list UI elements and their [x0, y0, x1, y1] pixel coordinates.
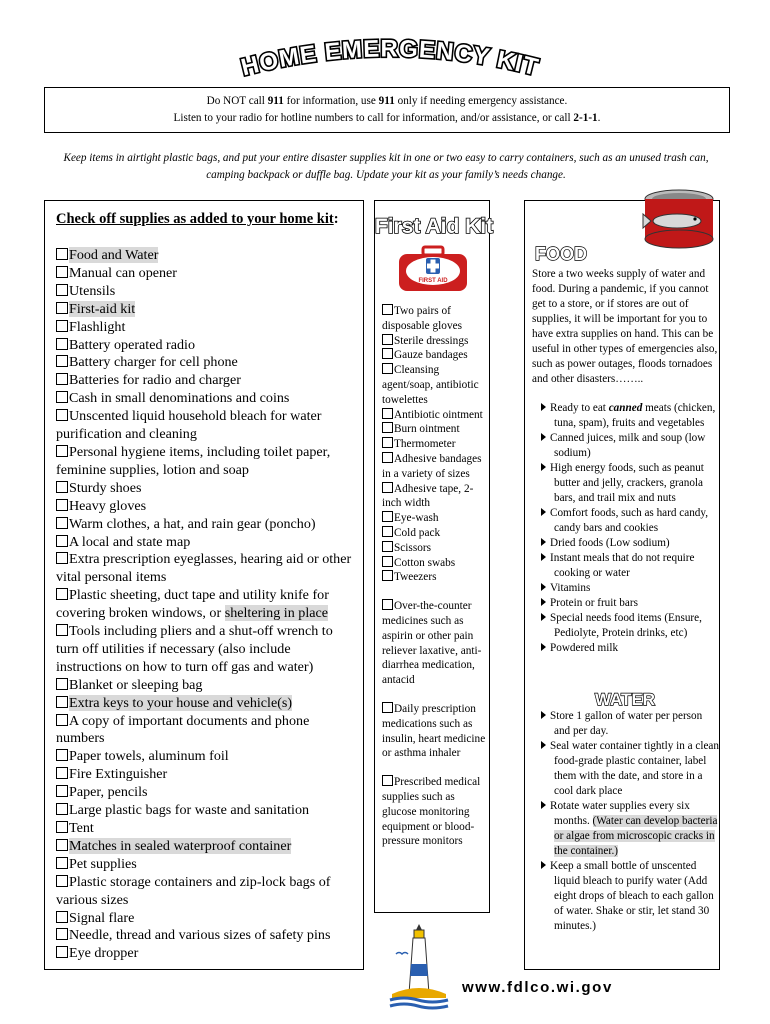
- checkbox[interactable]: [56, 373, 68, 385]
- checkbox[interactable]: [56, 857, 68, 869]
- checkbox[interactable]: [56, 409, 68, 421]
- checklist-item: [56, 820, 356, 838]
- checklist-item-label: Tools including pliers and a shut-off wrench to turn off utilities if necessary (also include instructions on how to turn off gas and water): [56, 623, 333, 675]
- food-item-text: Vitamins: [550, 582, 591, 594]
- checklist-item-label: A local and state map: [69, 533, 191, 550]
- svg-text:HOME EMERGENCY KIT: [238, 35, 541, 81]
- checkbox[interactable]: [56, 355, 68, 367]
- first-aid-item: [382, 541, 489, 556]
- checklist-item-label: Extra keys to your house and vehicle(s): [69, 694, 293, 711]
- bullet-arrow-icon: [541, 433, 546, 441]
- checkbox[interactable]: [56, 749, 68, 761]
- first-aid-list: [382, 304, 489, 849]
- food-item-emphasis: canned: [608, 402, 643, 414]
- checkbox[interactable]: [56, 499, 68, 511]
- checklist-item: [56, 713, 356, 749]
- first-aid-panel: [374, 200, 494, 913]
- checklist-item: [56, 945, 356, 963]
- bullet-arrow-icon: [541, 801, 546, 809]
- checkbox[interactable]: [56, 517, 68, 529]
- checklist-item: [56, 247, 356, 265]
- food-item-text: Ready to eat: [550, 402, 609, 414]
- food-heading: [533, 241, 587, 265]
- checkbox[interactable]: [382, 775, 393, 786]
- checklist-item: [56, 480, 356, 498]
- checkbox[interactable]: [56, 696, 68, 708]
- page-title-text: HOME EMERGENCY KIT: [238, 35, 542, 82]
- first-aid-item: [382, 422, 489, 437]
- checklist-item: [56, 319, 356, 337]
- food-item: [532, 581, 720, 596]
- checklist-item: [56, 534, 356, 552]
- checklist-item-label: Paper towels, aluminum foil: [69, 748, 229, 765]
- checklist-item: [56, 408, 356, 444]
- checklist-item-label: Manual can opener: [69, 264, 178, 281]
- checklist: [56, 247, 356, 963]
- food-item-text: Powdered milk: [550, 642, 619, 654]
- checklist-item: [56, 265, 356, 283]
- checkbox[interactable]: [56, 821, 68, 833]
- checkbox[interactable]: [382, 482, 393, 493]
- food-item-text: Canned juices, milk and soup (low sodium): [550, 432, 706, 459]
- checklist-item: [56, 587, 356, 623]
- food-item: [532, 641, 720, 656]
- checkbox[interactable]: [56, 320, 68, 332]
- svg-text:First Aid Kit: First Aid Kit: [374, 215, 494, 238]
- bullet-arrow-icon: [541, 463, 546, 471]
- first-aid-item: [382, 570, 489, 585]
- checkbox[interactable]: [56, 714, 68, 726]
- checkbox[interactable]: [382, 437, 393, 448]
- checklist-item: [56, 444, 356, 480]
- food-item: [532, 401, 720, 431]
- food-item: [532, 596, 720, 611]
- checklist-item-label: Pet supplies: [69, 855, 137, 872]
- checklist-item-label: Personal hygiene items, including toilet paper, feminine supplies, lotion and soap: [56, 443, 331, 478]
- food-item-text: High energy foods, such as peanut butter and jelly, crackers, granola bars, and trail mix and nuts: [550, 462, 704, 504]
- food-intro: Store a two weeks supply of water and food. During a pandemic, if you cannot get to a store, or if stores are out of supplies, it will be important for you to have extra supplies on hand. This can be useful in other types of emergencies also, such as power outages, floods tornadoes and other disasters……..: [532, 268, 718, 385]
- checklist-item-label: Needle, thread and various sizes of safety pins: [69, 927, 331, 944]
- checklist-item: [56, 498, 356, 516]
- food-list: [532, 401, 720, 656]
- checkbox[interactable]: [56, 875, 68, 887]
- checkbox[interactable]: [56, 678, 68, 690]
- water-item: [532, 799, 720, 859]
- first-aid-item-label: Over-the-counter medicines such as aspirin or other pain reliever laxative, anti-diarrhea medication, antacid: [382, 600, 482, 687]
- checklist-item: [56, 748, 356, 766]
- website-url[interactable]: www.fdlco.wi.gov: [462, 979, 613, 996]
- page-title: [225, 30, 555, 90]
- checklist-item: [56, 766, 356, 784]
- water-item-text: Keep a small bottle of unscented liquid bleach to purify water (Add eight drops of bleach to each gallon of water. Shake or stir, let stand 30 minutes.): [550, 860, 714, 932]
- checklist-item-label: Flashlight: [69, 318, 126, 335]
- first-aid-item: [382, 556, 489, 571]
- checklist-item-label: First-aid kit: [69, 300, 136, 317]
- checkbox[interactable]: [56, 535, 68, 547]
- checkbox[interactable]: [382, 363, 393, 374]
- first-aid-item-label: Burn ointment: [394, 423, 460, 436]
- food-item-text: Protein or fruit bars: [550, 597, 638, 609]
- checklist-item-label: Food and Water: [69, 247, 159, 263]
- food-item: [532, 551, 720, 581]
- checkbox[interactable]: [56, 624, 68, 636]
- checkbox[interactable]: [56, 302, 68, 314]
- first-aid-item: [382, 304, 489, 334]
- water-item-text: Store 1 gallon of water per person and per day.: [550, 710, 703, 737]
- food-item: [532, 536, 720, 551]
- checklist-item: [56, 838, 356, 856]
- checklist-item: [56, 390, 356, 408]
- checklist-item: [56, 677, 356, 695]
- food-item-text: Special needs food items (Ensure, Pediolyte, Protein drinks, etc): [550, 612, 702, 639]
- checklist-item-label: Heavy gloves: [69, 497, 147, 514]
- notice-box: [44, 87, 730, 133]
- first-aid-item-label: Scissors: [394, 541, 432, 554]
- checkbox[interactable]: [382, 541, 393, 552]
- food-item: [532, 506, 720, 536]
- bullet-arrow-icon: [541, 643, 546, 651]
- bullet-arrow-icon: [541, 583, 546, 591]
- checklist-item: [56, 301, 356, 319]
- food-item: [532, 461, 720, 506]
- checklist-item: [56, 927, 356, 945]
- checklist-item-label: Large plastic bags for waste and sanitation: [69, 802, 310, 819]
- checkbox[interactable]: [56, 445, 68, 457]
- checkbox[interactable]: [56, 839, 68, 851]
- lighthouse-logo-icon: [388, 924, 450, 1012]
- first-aid-item-label: Cold pack: [394, 526, 441, 539]
- bullet-arrow-icon: [541, 711, 546, 719]
- checkbox[interactable]: [382, 599, 393, 610]
- first-aid-item-label: Sterile dressings: [394, 334, 469, 347]
- checkbox[interactable]: [382, 570, 393, 581]
- svg-text:WATER: WATER: [594, 690, 656, 709]
- first-aid-item-label: Cotton swabs: [394, 556, 456, 569]
- checkbox[interactable]: [382, 408, 393, 419]
- first-aid-item-label: Daily prescription medications such as insulin, heart medicine or asthma inhaler: [382, 702, 486, 760]
- first-aid-item-label: Eye-wash: [394, 512, 439, 525]
- checklist-item: [56, 372, 356, 390]
- first-aid-item: [382, 363, 489, 407]
- bullet-arrow-icon: [541, 598, 546, 606]
- checklist-item-label: Utensils: [69, 282, 116, 299]
- checkbox[interactable]: [56, 928, 68, 940]
- bullet-arrow-icon: [541, 538, 546, 546]
- first-aid-item-label: Two pairs of disposable gloves: [382, 305, 463, 332]
- checklist-heading: Check off supplies as added to your home kit:: [56, 211, 339, 227]
- first-aid-item: [382, 526, 489, 541]
- bullet-arrow-icon: [541, 613, 546, 621]
- first-aid-kit-icon: [397, 245, 469, 293]
- food-item-text: meats (chicken, tuna, spam), fruits and vegetables: [554, 402, 716, 429]
- checklist-item-label: Fire Extinguisher: [69, 766, 168, 783]
- bullet-arrow-icon: [541, 861, 546, 869]
- bullet-arrow-icon: [541, 741, 546, 749]
- first-aid-item-label: Adhesive tape, 2-inch width: [382, 482, 474, 510]
- checkbox[interactable]: [382, 422, 393, 433]
- water-item: [532, 859, 720, 934]
- checkbox[interactable]: [382, 348, 393, 359]
- checklist-item-highlight: sheltering in place: [224, 605, 329, 622]
- checklist-item-label: Eye dropper: [69, 945, 139, 962]
- food-water-panel: [524, 200, 720, 970]
- checklist-item: [56, 354, 356, 372]
- checklist-item-label: Paper, pencils: [69, 784, 148, 801]
- first-aid-item: [382, 437, 489, 452]
- checkbox[interactable]: [56, 481, 68, 493]
- notice-line-1: Do NOT call 911 for information, use 911 only if needing emergency assistance.: [206, 95, 568, 107]
- water-item: [532, 709, 720, 739]
- water-item-text: Seal water container tightly in a clean food-grade plastic container, label them with the date, and store in a cool dark place: [550, 740, 719, 797]
- food-item-text: Dried foods (Low sodium): [550, 537, 670, 549]
- checkbox[interactable]: [56, 391, 68, 403]
- checklist-item-label: Batteries for radio and charger: [69, 372, 241, 389]
- first-aid-item-label: Cleansing agent/soap, antibiotic towelettes: [382, 364, 479, 406]
- checkbox[interactable]: [56, 338, 68, 350]
- checklist-item-label: Matches in sealed waterproof container: [69, 837, 292, 854]
- checklist-item-label: Sturdy shoes: [69, 479, 142, 496]
- notice-line-2: Listen to your radio for hotline numbers to call for information, and/or assistance, or call 2-1-1.: [173, 112, 601, 124]
- checklist-item: [56, 910, 356, 928]
- checklist-item: [56, 695, 356, 713]
- checklist-item-label: Plastic sheeting, duct tape and utility knife for covering broken windows, or: [56, 587, 329, 622]
- first-aid-item: [382, 334, 489, 349]
- water-list: [532, 709, 720, 934]
- bullet-arrow-icon: [541, 508, 546, 516]
- svg-text:FIRST AID: FIRST AID: [418, 278, 448, 284]
- water-item-highlight: (Water can develop bacteria or algae from microscopic cracks in the container.): [554, 815, 718, 857]
- first-aid-item-label: Antibiotic ointment: [394, 408, 483, 421]
- water-heading: [594, 687, 656, 709]
- checklist-item-label: Tent: [69, 820, 94, 836]
- checkbox[interactable]: [56, 946, 68, 958]
- checkbox[interactable]: [56, 552, 68, 564]
- checklist-item: [56, 874, 356, 910]
- svg-text:FOOD: FOOD: [535, 244, 587, 264]
- checkbox[interactable]: [56, 284, 68, 296]
- checklist-item-label: Warm clothes, a hat, and rain gear (poncho): [69, 515, 316, 532]
- bullet-arrow-icon: [541, 403, 546, 411]
- checklist-item-label: Battery charger for cell phone: [69, 354, 238, 371]
- supply-checklist-panel: [44, 200, 364, 970]
- checkbox[interactable]: [56, 588, 68, 600]
- first-aid-item-label: Tweezers: [394, 571, 437, 584]
- checkbox[interactable]: [382, 702, 393, 713]
- first-aid-item: [382, 702, 489, 761]
- checkbox[interactable]: [56, 785, 68, 797]
- food-item: [532, 431, 720, 461]
- checkbox[interactable]: [56, 911, 68, 923]
- food-item-text: Instant meals that do not require cooking or water: [550, 552, 695, 579]
- checkbox[interactable]: [56, 767, 68, 779]
- checkbox[interactable]: [382, 452, 393, 463]
- first-aid-item: [382, 482, 489, 512]
- checklist-item-label: Battery operated radio: [69, 336, 196, 353]
- first-aid-item-label: Prescribed medical supplies such as glucose monitoring equipment or blood-pressure monitors: [382, 776, 481, 848]
- checkbox[interactable]: [56, 266, 68, 278]
- checkbox[interactable]: [382, 334, 393, 345]
- first-aid-item: [382, 452, 489, 482]
- checklist-item-label: Signal flare: [69, 909, 135, 926]
- first-aid-item: [382, 348, 489, 363]
- checklist-item: [56, 802, 356, 820]
- checkbox[interactable]: [56, 803, 68, 815]
- checkbox[interactable]: [382, 304, 393, 315]
- food-item: [532, 611, 720, 641]
- checkbox[interactable]: [382, 511, 393, 522]
- checkbox[interactable]: [56, 248, 68, 260]
- checkbox[interactable]: [382, 526, 393, 537]
- first-aid-item-label: Gauze bandages: [394, 349, 468, 362]
- checklist-item: [56, 784, 356, 802]
- food-item-text: Comfort foods, such as hard candy, candy bars and cookies: [550, 507, 709, 534]
- checkbox[interactable]: [382, 556, 393, 567]
- checklist-item-label: Extra prescription eyeglasses, hearing aid or other vital personal items: [56, 551, 352, 586]
- checklist-item: [56, 856, 356, 874]
- checklist-item: [56, 283, 356, 301]
- first-aid-item: [382, 599, 489, 688]
- storage-instructions: Keep items in airtight plastic bags, and put your entire disaster supplies kit in one or two easy to carry containers, such as an unused trash can, camping backpack or duffle bag. Update your kit as your family’s needs change.: [63, 152, 709, 181]
- first-aid-item-label: Thermometer: [394, 438, 456, 451]
- checklist-item-label: Cash in small denominations and coins: [69, 390, 290, 407]
- checklist-item-label: Blanket or sleeping bag: [69, 676, 203, 693]
- checklist-item: [56, 516, 356, 534]
- checklist-item: [56, 551, 356, 587]
- canned-fish-icon: [637, 189, 721, 253]
- checklist-item-label: Unscented liquid household bleach for water purification and cleaning: [56, 408, 322, 443]
- first-aid-item-label: Adhesive bandages in a variety of sizes: [382, 452, 482, 480]
- water-item: [532, 739, 720, 799]
- checklist-item-label: Plastic storage containers and zip-lock bags of various sizes: [56, 873, 331, 908]
- bullet-arrow-icon: [541, 553, 546, 561]
- checklist-item: [56, 623, 356, 677]
- first-aid-heading: [374, 205, 494, 243]
- first-aid-item: [382, 511, 489, 526]
- checklist-item: [56, 337, 356, 355]
- first-aid-item: [382, 408, 489, 423]
- checklist-item-label: A copy of important documents and phone numbers: [56, 712, 310, 747]
- water-item-text: Rotate water supplies every six months.: [550, 800, 690, 827]
- first-aid-item: [382, 775, 489, 849]
